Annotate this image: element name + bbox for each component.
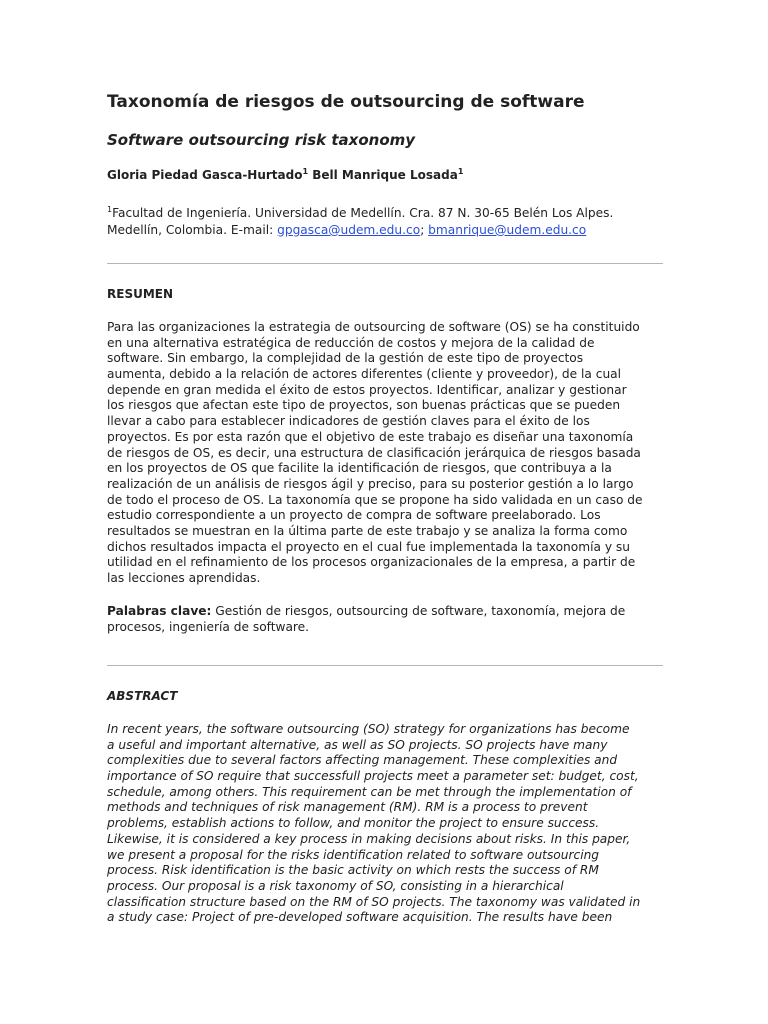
text-line: realización de un análisis de riesgos ágil y preciso, para su posterior gestión a lo largo — [107, 476, 634, 491]
text-line: resultados se muestran en la última parte de este trabajo y se analiza la forma como — [107, 523, 628, 538]
affiliation-line — [107, 222, 613, 239]
keywords-paragraph — [107, 604, 667, 635]
affiliation — [107, 201, 613, 239]
keywords-label: Palabras clave: — [107, 604, 212, 618]
abstract-text — [107, 722, 667, 926]
text-line: depende en gran medida el éxito de estos proyectos. Identificar, analizar y gestionar — [107, 382, 627, 397]
text-line: de riesgos de OS, es decir, una estructura de clasificación jerárquica de riesgos basada — [107, 445, 641, 460]
keywords-text: Gestión de riesgos, outsourcing de software, taxonomía, mejora de — [211, 604, 626, 618]
text-line: process. Risk identification is the basic activity on which rests the success of RM — [107, 863, 599, 878]
section-divider — [107, 263, 663, 264]
text-line: process. Our proposal is a risk taxonomy of SO, consisting in a hierarchical — [107, 878, 564, 893]
text-line: estudio correspondiente a un proyecto de compra de software preelaborado. Los — [107, 508, 601, 523]
resumen-heading: RESUMEN — [107, 287, 174, 301]
affiliation-location: Medellín, Colombia. E-mail: — [107, 223, 278, 237]
paper-subtitle: Software outsourcing risk taxonomy — [107, 131, 416, 149]
text-line: las lecciones aprendidas. — [107, 571, 261, 585]
author-name: Bell Manrique Losada — [312, 168, 458, 182]
keywords-line — [107, 604, 667, 620]
text-line: en los proyectos de OS que facilite la identificación de riesgos, que contribuya a la — [107, 461, 612, 476]
text-line: schedule, among others. This requirement can be met through the implementation of — [107, 784, 632, 799]
text-line: In recent years, the software outsourcing (SO) strategy for organizations has become — [107, 722, 630, 736]
text-line: we present a proposal for the risks identification related to software outsourcing — [107, 847, 600, 862]
text-line: dichos resultados impacta el proyecto en el cual fue implementada la taxonomía y su — [107, 539, 630, 554]
paper-title: Taxonomía de riesgos de outsourcing de software — [107, 92, 585, 112]
email-separator: ; — [420, 223, 429, 237]
text-line: Para las organizaciones la estrategia de outsourcing de software (OS) se ha constituido — [107, 320, 640, 334]
text-line: methods and techniques of risk management (RM). RM is a process to prevent — [107, 800, 588, 815]
author-affiliation-mark: 1 — [302, 167, 309, 176]
section-divider — [107, 665, 663, 666]
email-link-manrique[interactable]: bmanrique@udem.edu.co — [428, 223, 587, 237]
abstract-heading: ABSTRACT — [107, 689, 178, 703]
affiliation-line — [107, 201, 613, 222]
text-line: importance of SO require that successfull projects meet a parameter set: budget, cost, — [107, 769, 639, 784]
text-line: complexities due to several factors affecting management. These complexities and — [107, 753, 618, 768]
text-line: software. Sin embargo, la complejidad de la gestión de este tipo de proyectos — [107, 351, 584, 366]
text-line: aumenta, debido a la relación de actores diferentes (cliente y proveedor), de la cual — [107, 367, 622, 382]
text-line: utilidad en el refinamiento de los procesos organizacionales de la empresa, a partir de — [107, 555, 636, 570]
affiliation-mark: 1 — [107, 205, 113, 214]
author-affiliation-mark: 1 — [457, 167, 464, 176]
affiliation-address: Facultad de Ingeniería. Universidad de Medellín. Cra. 87 N. 30-65 Belén Los Alpes. — [112, 206, 614, 220]
text-line: Likewise, it is considered a key process in making decisions about risks. In this paper, — [107, 831, 631, 846]
text-line: a study case: Project of pre-developed software acquisition. The results have been — [107, 910, 613, 925]
resumen-text — [107, 320, 667, 587]
text-line: problems, establish actions to follow, and monitor the project to ensure success. — [107, 816, 600, 831]
text-line: a useful and important alternative, as well as SO projects. SO projects have many — [107, 737, 608, 752]
author-list — [107, 167, 463, 182]
text-line: de todo el proceso de OS. La taxonomía que se propone ha sido validada en un caso de — [107, 492, 643, 507]
text-line: llevar a cabo para establecer indicadores de gestión claves para el éxito de los — [107, 414, 590, 429]
text-line: los riesgos que afectan este tipo de proyectos, son buenas prácticas que se pueden — [107, 398, 621, 413]
text-line: classification structure based on the RM of SO projects. The taxonomy was validated in — [107, 894, 641, 909]
keywords-line: procesos, ingeniería de software. — [107, 619, 310, 634]
text-line: proyectos. Es por esta razón que el objetivo de este trabajo es diseñar una taxonomía — [107, 429, 634, 444]
author-name: Gloria Piedad Gasca-Hurtado — [107, 168, 303, 182]
text-line: en una alternativa estratégica de reducción de costos y mejora de la calidad de — [107, 335, 595, 350]
email-link-gasca[interactable]: gpgasca@udem.edu.co — [277, 223, 421, 237]
